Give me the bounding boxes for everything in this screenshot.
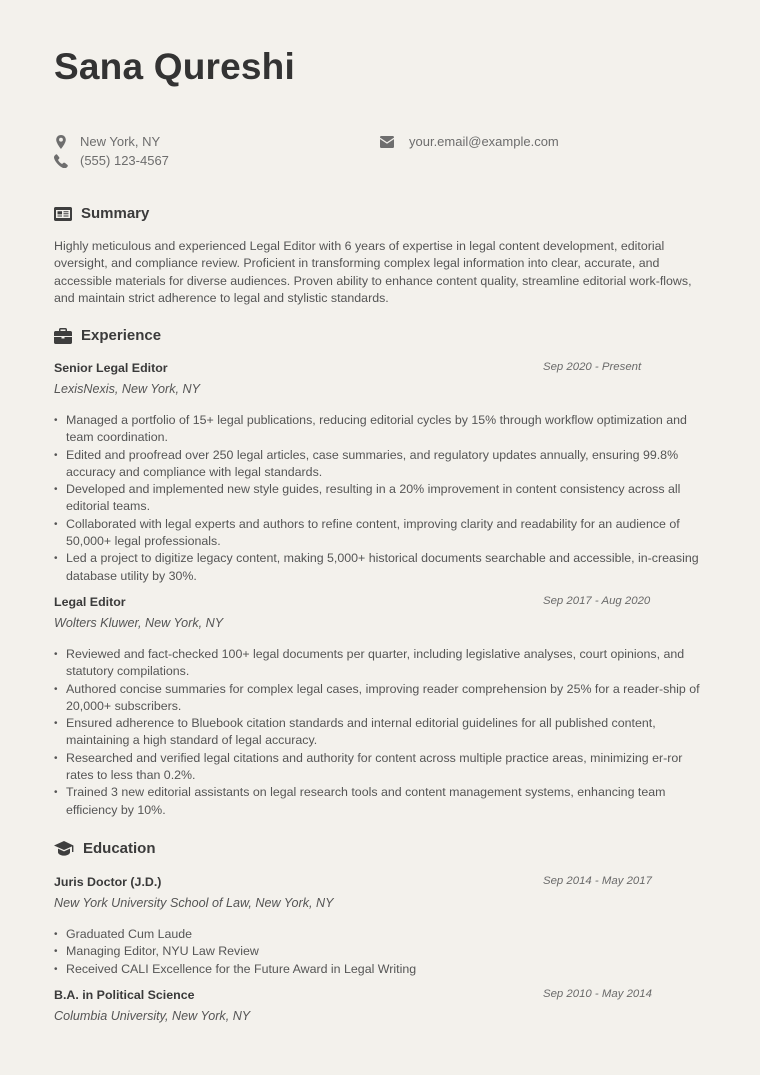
list-item: • Collaborated with legal experts and authors to refine content, improving clarity and readability for an audience of 50,000+ legal professionals. (54, 516, 706, 551)
list-item: • Trained 3 new editorial assistants on legal research tools and content management systems, enhancing team efficiency by 10%. (54, 784, 706, 819)
degree-title: Juris Doctor (J.D.) (54, 875, 162, 889)
phone-icon (54, 154, 68, 168)
map-pin-icon (54, 135, 68, 149)
job-dates: Sep 2020 - Present (543, 361, 642, 373)
briefcase-icon (54, 328, 72, 344)
list-item: • Developed and implemented new style guides, resulting in a 20% improvement in content consistency across all editorial teams. (54, 481, 706, 516)
list-item: • Led a project to digitize legacy content, making 5,000+ historical documents searchable and accessible, in-creasing database utility by 30%. (54, 550, 706, 585)
list-item: • Managed a portfolio of 15+ legal publications, reducing editorial cycles by 15% through workflow optimization and team coordination. (54, 412, 706, 447)
candidate-name: Sana Qureshi (54, 46, 295, 87)
summary-text: Highly meticulous and experienced Legal Editor with 6 years of expertise in legal content development, editorial oversight, and compliance review. Proficient in transforming complex legal information into clear, accurate, and accessible materials for diverse audiences. Proven ability to enhance content quality, streamline editorial work-flows, and maintain strict adherence to legal and stylistic standards. (54, 239, 692, 305)
job-bullet-list (54, 646, 706, 819)
contact-phone (54, 153, 169, 168)
degree-dates: Sep 2014 - May 2017 (543, 875, 652, 887)
job-bullet-list (54, 412, 706, 585)
list-item: • Graduated Cum Laude (54, 926, 706, 943)
education-heading: Education (83, 840, 156, 857)
job-organization: Wolters Kluwer, New York, NY (54, 616, 224, 630)
section-heading-experience (54, 327, 161, 344)
summary-heading: Summary (81, 205, 150, 222)
graduation-cap-icon (54, 841, 74, 857)
job-title: Senior Legal Editor (54, 361, 168, 375)
list-item: • Received CALI Excellence for the Future Award in Legal Writing (54, 961, 706, 978)
phone-text: (555) 123-4567 (80, 153, 169, 168)
contact-email (380, 134, 559, 149)
list-item: • Reviewed and fact-checked 100+ legal documents per quarter, including legislative analyses, court opinions, and statutory compilations. (54, 646, 706, 681)
school-name: New York University School of Law, New York, NY (54, 896, 334, 910)
school-name: Columbia University, New York, NY (54, 1009, 251, 1023)
location-text: New York, NY (80, 134, 161, 149)
list-item: • Researched and verified legal citations and authority for content across multiple practice areas, minimizing er-ror rates to less than 0.2%. (54, 750, 706, 785)
section-heading-education (54, 840, 156, 857)
list-item: • Edited and proofread over 250 legal articles, case summaries, and regulatory updates annually, ensuring 99.8% accuracy and compliance with legal standards. (54, 447, 706, 482)
list-item: • Ensured adherence to Bluebook citation standards and internal editorial guidelines for all published content, maintaining a high standard of legal accuracy. (54, 715, 706, 750)
degree-title: B.A. in Political Science (54, 988, 195, 1002)
envelope-icon (380, 136, 394, 148)
degree-dates: Sep 2010 - May 2014 (543, 988, 652, 1000)
education-bullet-list (54, 926, 706, 978)
id-card-icon (54, 206, 72, 222)
contact-location (54, 134, 160, 149)
section-heading-summary (54, 205, 149, 222)
contact-info (54, 134, 704, 174)
list-item: • Authored concise summaries for complex legal cases, improving reader comprehension by 25% for a reader-ship of 20,000+ subscribers. (54, 681, 706, 716)
list-item: • Managing Editor, NYU Law Review (54, 943, 706, 960)
job-title: Legal Editor (54, 595, 126, 609)
job-organization: LexisNexis, New York, NY (54, 382, 201, 396)
email-text: your.email@example.com (409, 134, 559, 149)
experience-heading: Experience (81, 327, 162, 344)
job-dates: Sep 2017 - Aug 2020 (543, 595, 651, 607)
